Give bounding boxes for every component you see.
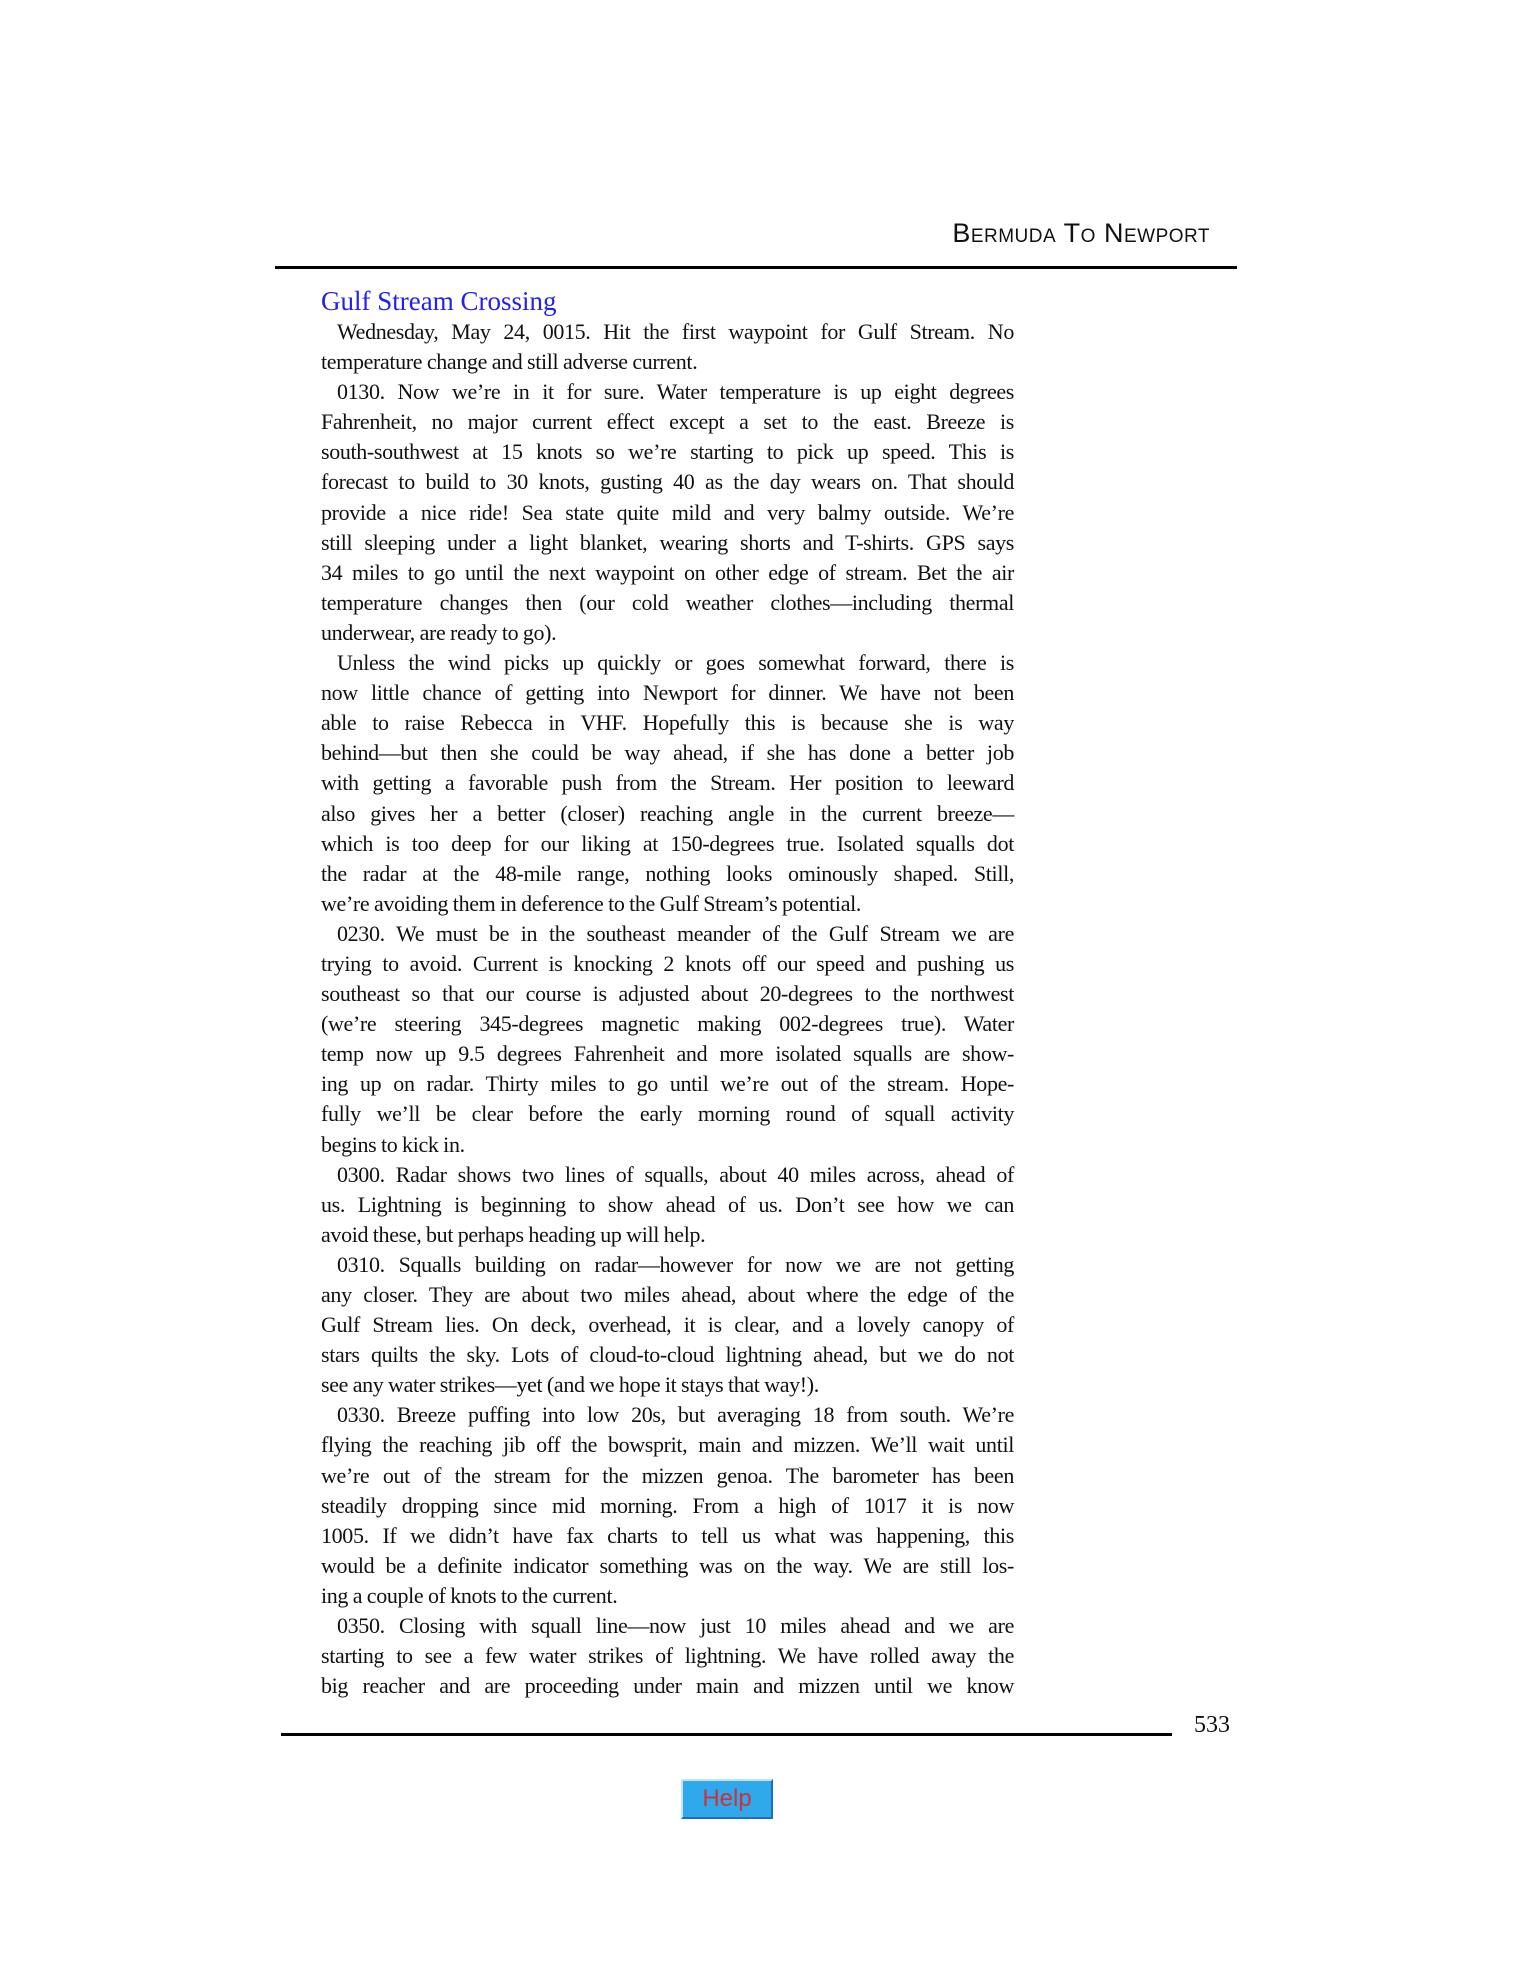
- body-text: [321, 317, 1014, 1701]
- text-line: southeast so that our course is adjusted about 20-degrees to the northwest: [321, 981, 1014, 1007]
- text-line: 0310. Squalls building on radar—however for now we are not getting: [337, 1251, 1014, 1277]
- text-line: provide a nice ride! Sea state quite mild and very balmy outside. We’re: [321, 499, 1014, 525]
- text-line: able to raise Rebecca in VHF. Hopefully this is because she is way: [321, 710, 1014, 736]
- text-line: see any water strikes—yet (and we hope it stays that way!).: [321, 1372, 819, 1398]
- paragraph: [321, 919, 1014, 1160]
- footer-rule: [281, 1733, 1172, 1736]
- text-line: fully we’ll be clear before the early morning round of squall activity: [321, 1101, 1014, 1127]
- text-line: south-southwest at 15 knots so we’re starting to pick up speed. This is: [321, 439, 1014, 465]
- paragraph: [321, 1160, 1014, 1250]
- help-button[interactable]: Help: [681, 1779, 773, 1819]
- text-line: avoid these, but perhaps heading up will help.: [321, 1221, 706, 1247]
- text-line: stars quilts the sky. Lots of cloud-to-cloud lightning ahead, but we do not: [321, 1342, 1014, 1368]
- paragraph: [321, 317, 1014, 377]
- text-line: steadily dropping since mid morning. From a high of 1017 it is now: [321, 1492, 1014, 1518]
- text-line: underwear, are ready to go).: [321, 619, 557, 645]
- running-header-title: Bermuda To Newport: [952, 218, 1210, 248]
- text-line: we’re out of the stream for the mizzen genoa. The barometer has been: [321, 1462, 1014, 1488]
- text-line: 0300. Radar shows two lines of squalls, about 40 miles across, ahead of: [337, 1161, 1014, 1187]
- paragraph: [321, 648, 1014, 919]
- text-line: trying to avoid. Current is knocking 2 knots off our speed and pushing us: [321, 950, 1014, 976]
- text-line: flying the reaching jib off the bowsprit, main and mizzen. We’ll wait until: [321, 1432, 1014, 1458]
- text-line: the radar at the 48-mile range, nothing looks ominously shaped. Still,: [321, 860, 1014, 886]
- text-line: Wednesday, May 24, 0015. Hit the first waypoint for Gulf Stream. No: [337, 319, 1014, 344]
- text-line: which is too deep for our liking at 150-degrees true. Isolated squalls dot: [321, 830, 1014, 856]
- paragraph: [321, 377, 1014, 648]
- text-line: with getting a favorable push from the Stream. Her position to leeward: [321, 770, 1014, 796]
- text-line: would be a definite indicator something was on the way. We are still los-: [321, 1552, 1014, 1578]
- text-line: Fahrenheit, no major current effect except a set to the east. Breeze is: [321, 409, 1014, 435]
- header-rule: [275, 266, 1237, 269]
- text-line: ing a couple of knots to the current.: [321, 1582, 618, 1608]
- text-line: Unless the wind picks up quickly or goes somewhat forward, there is: [337, 650, 1014, 676]
- text-line: 0350. Closing with squall line—now just 10 miles ahead and we are: [337, 1613, 1014, 1639]
- text-line: begins to kick in.: [321, 1131, 465, 1157]
- text-line: (we’re steering 345-degrees magnetic making 002-degrees true). Water: [321, 1011, 1014, 1037]
- text-line: still sleeping under a light blanket, wearing shorts and T-shirts. GPS says: [321, 529, 1014, 555]
- text-line: also gives her a better (closer) reaching angle in the current breeze—: [321, 800, 1014, 826]
- text-line: now little chance of getting into Newport for dinner. We have not been: [321, 680, 1014, 706]
- text-line: temperature change and still adverse current.: [321, 349, 698, 375]
- text-line: 1005. If we didn’t have fax charts to tell us what was happening, this: [321, 1522, 1014, 1548]
- paragraph: [321, 1611, 1014, 1701]
- text-line: behind—but then she could be way ahead, if she has done a better job: [321, 740, 1014, 766]
- text-line: we’re avoiding them in deference to the Gulf Stream’s potential.: [321, 890, 862, 916]
- text-line: forecast to build to 30 knots, gusting 40 as the day wears on. That should: [321, 469, 1014, 495]
- text-line: ing up on radar. Thirty miles to go until we’re out of the stream. Hope-: [321, 1071, 1014, 1097]
- text-line: temperature changes then (our cold weather clothes—including thermal: [321, 589, 1014, 615]
- paragraph: [321, 1400, 1014, 1611]
- text-line: us. Lightning is beginning to show ahead of us. Don’t see how we can: [321, 1191, 1014, 1217]
- text-line: 0330. Breeze puffing into low 20s, but averaging 18 from south. We’re: [337, 1402, 1014, 1428]
- text-line: starting to see a few water strikes of lightning. We have rolled away the: [321, 1643, 1014, 1669]
- text-line: 0130. Now we’re in it for sure. Water temperature is up eight degrees: [337, 379, 1014, 405]
- text-line: any closer. They are about two miles ahead, about where the edge of the: [321, 1282, 1014, 1307]
- text-line: Gulf Stream lies. On deck, overhead, it is clear, and a lovely canopy of: [321, 1312, 1014, 1338]
- section-title: Gulf Stream Crossing: [321, 286, 557, 316]
- text-line: big reacher and are proceeding under main and mizzen until we know: [321, 1673, 1014, 1699]
- paragraph: [321, 1250, 1014, 1400]
- text-line: temp now up 9.5 degrees Fahrenheit and more isolated squalls are show-: [321, 1041, 1014, 1067]
- page-number: 533: [1194, 1712, 1230, 1738]
- text-line: 0230. We must be in the southeast meander of the Gulf Stream we are: [337, 920, 1014, 946]
- text-line: 34 miles to go until the next waypoint on other edge of stream. Bet the air: [321, 559, 1014, 585]
